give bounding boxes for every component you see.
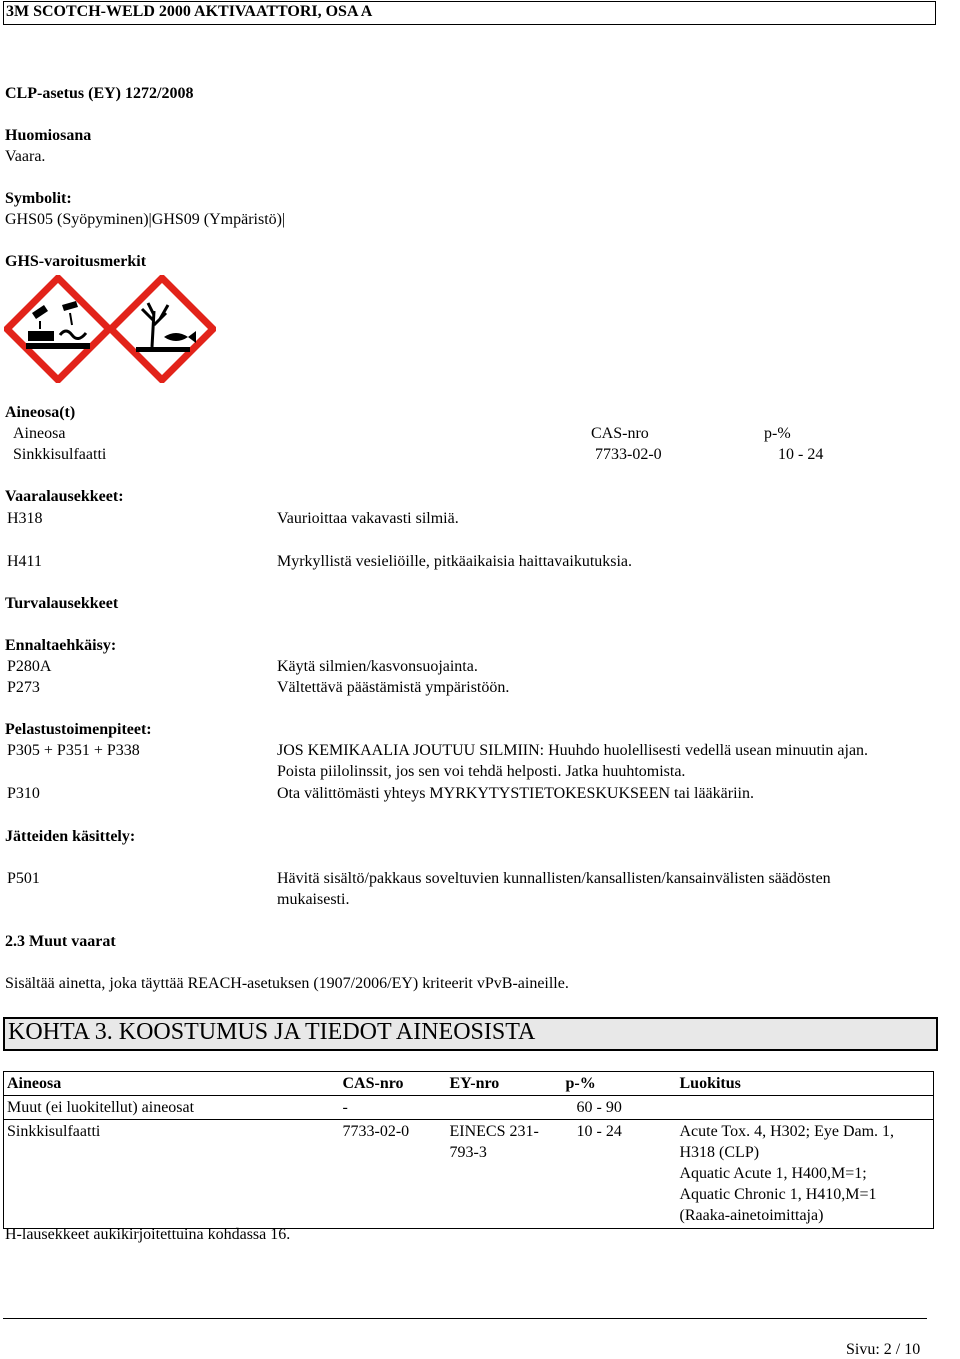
precautionary-label: Turvalausekkeet: [5, 595, 119, 612]
table-row: [4, 1096, 934, 1120]
section-title: KOHTA 3. KOOSTUMUS JA TIEDOT AINEOSISTA: [8, 1019, 536, 1045]
col-header: EY-nro: [447, 1072, 563, 1096]
cell-cas: 7733-02-0: [340, 1120, 447, 1229]
cell-class: [677, 1120, 934, 1229]
corrosion-pictogram-icon: [4, 275, 112, 383]
page-number: Sivu: 2 / 10: [846, 1341, 921, 1358]
precaution-text: Vältettävä päästämistä ympäristöön.: [277, 679, 510, 696]
hazard-code: H411: [7, 553, 42, 570]
cell-class-line: Acute Tox. 4, H302; Eye Dam. 1,: [679, 1123, 895, 1140]
prevention-label: Ennaltaehkäisy:: [5, 637, 117, 654]
precaution-text: Poista piilolinssit, jos sen voi tehdä helposti. Jatka huuhtomista.: [277, 763, 686, 780]
substances-col-pct: p-%: [764, 425, 791, 442]
substance-cas: 7733-02-0: [595, 446, 662, 463]
cell-name: Muut (ei luokitellut) aineosat: [4, 1096, 340, 1120]
cell-pct: 10 - 24: [563, 1120, 677, 1229]
environment-pictogram-icon: [108, 275, 216, 383]
table-row: [4, 1120, 934, 1229]
col-header: Luokitus: [677, 1072, 934, 1096]
precaution-code: P501: [7, 870, 40, 887]
hazard-code: H318: [7, 510, 43, 527]
hazard-statements-label: Vaaralausekkeet:: [5, 488, 124, 505]
precaution-code: P305 + P351 + P338: [7, 742, 140, 759]
precaution-code: P280A: [7, 658, 52, 675]
col-header: Aineosa: [4, 1072, 340, 1096]
disposal-label: Jätteiden käsittely:: [5, 828, 136, 845]
symbols-label: Symbolit:: [5, 190, 72, 207]
table-note: H-lausekkeet aukikirjoitettuina kohdassa 16.: [5, 1226, 291, 1243]
precaution-text: mukaisesti.: [277, 891, 350, 908]
cell-class-line: Aquatic Chronic 1, H410,M=1: [679, 1186, 877, 1203]
cell-class-line: (Raaka-ainetoimittaja): [679, 1207, 824, 1224]
footer-divider: [3, 1318, 927, 1319]
signal-word-label: Huomiosana: [5, 127, 92, 144]
hazard-text: Vaurioittaa vakavasti silmiä.: [277, 510, 459, 527]
substances-label: Aineosa(t): [5, 404, 76, 421]
precaution-text: Ota välittömästi yhteys MYRKYTYSTIETOKESKUKSEEN tai lääkäriin.: [277, 785, 754, 802]
precaution-code: P310: [7, 785, 40, 802]
document-title: 3M SCOTCH-WELD 2000 AKTIVAATTORI, OSA A: [6, 3, 373, 20]
other-hazards-label: 2.3 Muut vaarat: [5, 933, 116, 950]
hazard-text: Myrkyllistä vesieliöille, pitkäaikaisia haittavaikutuksia.: [277, 553, 633, 570]
cell-ec-line: EINECS 231-: [449, 1123, 539, 1140]
response-label: Pelastustoimenpiteet:: [5, 721, 152, 738]
table-header-row: [4, 1072, 934, 1096]
substances-col-substance: Aineosa: [13, 425, 66, 442]
substance-name: Sinkkisulfaatti: [13, 446, 107, 463]
cell-pct: 60 - 90: [563, 1096, 677, 1120]
precaution-code: P273: [7, 679, 40, 696]
cell-class-line: Aquatic Acute 1, H400,M=1;: [679, 1165, 867, 1182]
substance-pct: 10 - 24: [778, 446, 824, 463]
precaution-text: Käytä silmien/kasvonsuojainta.: [277, 658, 478, 675]
symbols-value: GHS05 (Syöpyminen)|GHS09 (Ympäristö)|: [5, 211, 286, 228]
cell-cas: -: [340, 1096, 447, 1120]
cell-class-line: H318 (CLP): [679, 1144, 760, 1161]
signal-word-value: Vaara.: [5, 148, 46, 165]
cell-class: [677, 1096, 934, 1120]
cell-ec: [447, 1096, 563, 1120]
precaution-text: JOS KEMIKAALIA JOUTUU SILMIIN: Huuhdo huolellisesti vedellä usean minuutin ajan.: [277, 742, 869, 759]
clp-regulation: CLP-asetus (EY) 1272/2008: [5, 85, 194, 102]
other-hazards-text: Sisältää ainetta, joka täyttää REACH-asetuksen (1907/2006/EY) kriteerit vPvB-aineille.: [5, 975, 569, 992]
col-header: CAS-nro: [340, 1072, 447, 1096]
cell-ec-line: 793-3: [449, 1144, 487, 1161]
cell-ec: [447, 1120, 563, 1229]
pictograms-label: GHS-varoitusmerkit: [5, 253, 147, 270]
cell-name: Sinkkisulfaatti: [4, 1120, 340, 1229]
substances-col-cas: CAS-nro: [591, 425, 649, 442]
composition-table: [3, 1071, 934, 1229]
precaution-text: Hävitä sisältö/pakkaus soveltuvien kunnallisten/kansallisten/kansainvälisten säädösten: [277, 870, 831, 887]
col-header: p-%: [563, 1072, 677, 1096]
